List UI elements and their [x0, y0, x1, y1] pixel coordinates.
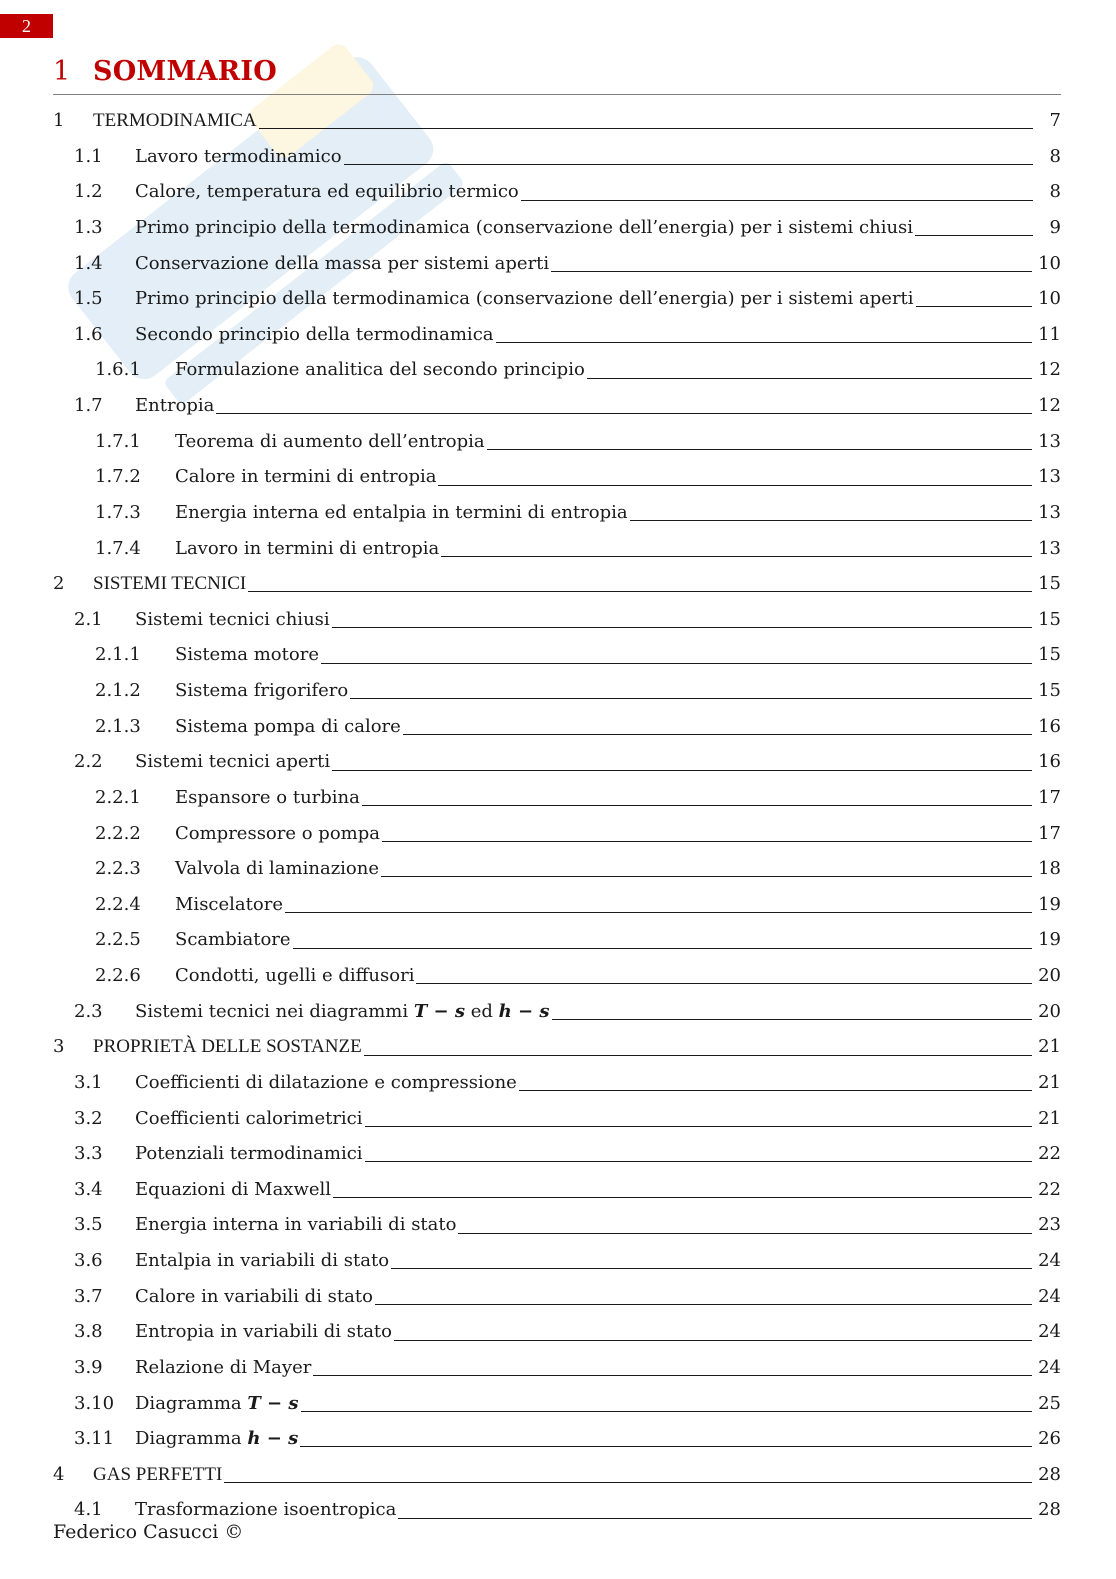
toc-entry-title-text: Coefficienti di dilatazione e compressione: [135, 1071, 517, 1093]
toc-leader-line: [519, 1090, 1032, 1091]
toc-entry-title: [135, 1243, 389, 1279]
toc-entry-title-text: TERMODINAMICA: [93, 110, 257, 131]
toc-entry-title-text: Sistema motore: [175, 644, 319, 666]
toc-leader-line: [551, 271, 1032, 272]
toc-entry-title-text: Potenziali termodinamici: [135, 1143, 363, 1165]
toc-entry[interactable]: [53, 174, 1061, 210]
toc-entry-page: 12: [1038, 359, 1061, 381]
toc-entry-number: 2.2.1: [95, 786, 141, 808]
toc-entry-title-text: Primo principio della termodinamica (conservazione dell’energia) per i sistemi aperti: [135, 288, 914, 310]
toc-leader-line: [496, 342, 1033, 343]
toc-entry-title: [135, 388, 214, 424]
toc-entry-title-text: Calore in variabili di stato: [135, 1285, 373, 1307]
toc-leader-line: [224, 1482, 1032, 1483]
page-number-badge: 2: [0, 14, 53, 38]
toc-entry-number: 2.2: [74, 751, 103, 773]
toc-entry[interactable]: [53, 1101, 1061, 1137]
toc-entry-page: 21: [1038, 1036, 1061, 1058]
toc-entry-page: 19: [1038, 893, 1061, 915]
toc-entry-page: 20: [1038, 965, 1061, 986]
toc-entry-number: 1.6.1: [95, 359, 141, 381]
toc-entry-title-text: Entropia: [135, 395, 215, 416]
toc-entry[interactable]: [53, 637, 1061, 673]
toc-entry[interactable]: [53, 887, 1061, 923]
toc-entry-title-text: Trasformazione isoentropica: [135, 1499, 397, 1521]
toc-leader-line: [438, 485, 1032, 486]
toc-entry[interactable]: [53, 352, 1061, 388]
toc-entry-title: [135, 1350, 311, 1386]
toc-leader-line: [398, 1518, 1032, 1519]
toc-entry-page: 24: [1038, 1321, 1061, 1343]
toc-leader-line: [416, 983, 1032, 984]
toc-entry[interactable]: [53, 602, 1061, 638]
toc-entry-title-text: SISTEMI TECNICI: [93, 573, 247, 595]
heading-number: 1: [53, 56, 71, 87]
toc-entry-title-text: Sistemi tecnici nei diagrammi: [135, 1000, 409, 1022]
toc-entry-title-text: Secondo principio della termodinamica: [135, 323, 494, 345]
toc-entry-title-text: Espansore o turbina: [175, 786, 360, 808]
toc-entry-page: 12: [1038, 395, 1061, 416]
toc-entry-title-text: Sistemi tecnici chiusi: [135, 608, 330, 630]
toc-entry[interactable]: [53, 424, 1061, 460]
toc-entry-title-text: Conservazione della massa per sistemi aperti: [135, 252, 550, 274]
toc-entry-title-text: Condotti, ugelli e diffusori: [175, 965, 415, 986]
toc-entry-number: 3.3: [74, 1143, 103, 1165]
toc-entry-page: 13: [1038, 537, 1061, 559]
toc-entry-page: 28: [1038, 1463, 1061, 1485]
toc-entry[interactable]: [53, 317, 1061, 353]
toc-entry-page: 10: [1038, 288, 1061, 310]
section-heading: [53, 50, 1061, 95]
toc-entry-page: 13: [1038, 501, 1061, 523]
toc-entry[interactable]: [53, 1029, 1061, 1065]
toc-entry-title: [175, 709, 401, 745]
toc-entry[interactable]: [53, 1314, 1061, 1350]
toc-entry[interactable]: [53, 566, 1061, 602]
toc-entry-page: 21: [1038, 1107, 1061, 1129]
toc-entry-title: [93, 1457, 222, 1493]
toc-entry-title: [175, 495, 628, 531]
toc-entry-title: [135, 1314, 392, 1350]
toc-entry-conjunction: ed: [470, 1000, 493, 1022]
toc-entry-title: [135, 994, 550, 1030]
toc-entry-number: 1.7: [74, 395, 103, 416]
toc-entry-page: 9: [1049, 216, 1061, 238]
toc-entry[interactable]: [53, 780, 1061, 816]
toc-entry-title-text: GAS PERFETTI: [93, 1463, 223, 1485]
toc-entry[interactable]: [53, 103, 1061, 139]
toc-entry-title-text: Equazioni di Maxwell: [135, 1178, 332, 1200]
toc-entry[interactable]: [53, 1207, 1061, 1243]
toc-entry-number: 3.10: [74, 1392, 115, 1414]
toc-leader-line: [350, 698, 1032, 699]
toc-entry-title: [135, 602, 330, 638]
toc-leader-line: [391, 1268, 1032, 1269]
toc-entry-number: 1.4: [74, 252, 103, 274]
toc-entry-number: 1: [53, 110, 65, 131]
toc-entry-title: [135, 210, 913, 246]
toc-entry[interactable]: [53, 851, 1061, 887]
toc-entry-title-text: Primo principio della termodinamica (conservazione dell’energia) per i sistemi chiusi: [135, 216, 914, 238]
toc-entry-number: 3: [53, 1036, 65, 1058]
toc-leader-line: [293, 948, 1033, 949]
toc-entry-number: 3.1: [74, 1071, 103, 1093]
toc-entry-title-text: Calore, temperatura ed equilibrio termico: [135, 181, 519, 203]
toc-entry-number: 4.1: [74, 1499, 103, 1521]
toc-entry-title: [175, 922, 291, 958]
toc-entry-page: 22: [1038, 1178, 1061, 1200]
toc-leader-line: [458, 1233, 1032, 1234]
toc-entry-title: [135, 174, 519, 210]
toc-entry[interactable]: [53, 1065, 1061, 1101]
toc-leader-line: [216, 413, 1032, 414]
toc-entry-number: 3.6: [74, 1250, 103, 1271]
toc-entry[interactable]: [53, 958, 1061, 994]
toc-entry-title: [135, 246, 549, 282]
toc-leader-line: [364, 1055, 1032, 1056]
toc-entry-page: 18: [1038, 858, 1061, 880]
toc-entry-title: [175, 816, 380, 852]
toc-entry-title: [135, 281, 914, 317]
toc-entry-title: [175, 637, 319, 673]
toc-entry-title: [135, 1172, 331, 1208]
toc-entry-title-text: Lavoro in termini di entropia: [175, 537, 440, 559]
toc-entry-number: 2: [53, 573, 65, 595]
toc-entry-title-text: Scambiatore: [175, 929, 291, 951]
toc-entry-page: 20: [1038, 1000, 1061, 1022]
toc-leader-line: [301, 1411, 1033, 1412]
toc-entry-number: 3.4: [74, 1178, 103, 1200]
toc-entry[interactable]: [53, 994, 1061, 1030]
toc-entry-page: 13: [1038, 466, 1061, 488]
toc-entry-title: [93, 103, 257, 139]
toc-entry[interactable]: [53, 1350, 1061, 1386]
toc-entry-page: 16: [1038, 715, 1061, 737]
toc-entry-number: 3.7: [74, 1285, 103, 1307]
toc-leader-line: [285, 912, 1032, 913]
footer-author: Federico Casucci ©: [53, 1521, 244, 1543]
toc-entry[interactable]: [53, 1136, 1061, 1172]
toc-entry-title: [175, 958, 414, 994]
toc-entry-page: 8: [1049, 145, 1061, 167]
toc-entry-page: 13: [1038, 430, 1061, 452]
toc-entry-page: 17: [1038, 786, 1061, 808]
toc-entry-page: 22: [1038, 1143, 1061, 1165]
toc-entry[interactable]: [53, 673, 1061, 709]
toc-leader-line: [313, 1375, 1032, 1376]
toc-entry[interactable]: [53, 744, 1061, 780]
toc-entry-title: [175, 673, 348, 709]
toc-leader-line: [248, 591, 1032, 592]
toc-entry-title: [93, 566, 246, 602]
toc-entry-title: [135, 1386, 299, 1422]
toc-entry-number: 4: [53, 1463, 65, 1485]
toc-entry-page: 15: [1038, 573, 1061, 595]
toc-entry-page: 23: [1038, 1214, 1061, 1236]
toc-entry-page: 26: [1038, 1428, 1061, 1450]
toc-entry-title: [175, 352, 585, 388]
toc-entry-number: 1.7.3: [95, 501, 141, 523]
toc-leader-line: [587, 378, 1032, 379]
toc-leader-line: [521, 200, 1033, 201]
toc-entry-title: [175, 780, 360, 816]
toc-entry-title: [93, 1029, 362, 1065]
toc-entry-number: 2.1.3: [95, 715, 141, 737]
toc-leader-line: [259, 128, 1033, 129]
toc-entry-title: [175, 851, 379, 887]
toc-entry[interactable]: [53, 531, 1061, 567]
toc-entry-title-text: Relazione di Mayer: [135, 1356, 312, 1378]
toc-leader-line: [365, 1126, 1033, 1127]
toc-entry-title-text: Coefficienti calorimetrici: [135, 1107, 363, 1129]
toc-entry-page: 15: [1038, 644, 1061, 666]
toc-entry[interactable]: [53, 281, 1061, 317]
toc-entry-title: [135, 1421, 298, 1457]
toc-entry-title-text: Lavoro termodinamico: [135, 145, 342, 167]
toc-leader-line: [332, 770, 1032, 771]
toc-leader-line: [365, 1161, 1033, 1162]
toc-entry-title-text: Entropia in variabili di stato: [135, 1321, 392, 1343]
toc-entry-title: [135, 1101, 363, 1137]
toc-entry-page: 25: [1038, 1392, 1061, 1414]
toc-entry[interactable]: [53, 1172, 1061, 1208]
toc-entry[interactable]: [53, 1279, 1061, 1315]
toc-entry-title: [135, 1065, 517, 1101]
toc-entry[interactable]: [53, 709, 1061, 745]
toc-entry-page: 17: [1038, 822, 1061, 844]
toc-entry[interactable]: [53, 1457, 1061, 1493]
toc-entry-title-text: Teorema di aumento dell’entropia: [175, 430, 485, 452]
toc-entry-title-text: Energia interna in variabili di stato: [135, 1214, 457, 1236]
toc-entry-title: [135, 1207, 456, 1243]
toc-entry-number: 2.2.3: [95, 858, 141, 880]
toc-entry-number: 2.2.5: [95, 929, 141, 951]
toc-entry-title: [175, 459, 436, 495]
toc-leader-line: [630, 520, 1033, 521]
toc-entry[interactable]: [53, 816, 1061, 852]
table-of-contents: [53, 103, 1061, 1528]
toc-entry-page: 11: [1038, 323, 1061, 345]
toc-leader-line: [403, 734, 1032, 735]
toc-entry[interactable]: [53, 210, 1061, 246]
toc-entry[interactable]: [53, 139, 1061, 175]
toc-entry-title: [175, 887, 283, 923]
toc-leader-line: [332, 627, 1032, 628]
toc-entry-number: 1.1: [74, 145, 103, 167]
toc-entry-page: 15: [1038, 680, 1061, 701]
toc-entry-title-text: Compressore o pompa: [175, 822, 380, 844]
toc-leader-line: [300, 1446, 1032, 1447]
toc-entry[interactable]: [53, 1243, 1061, 1279]
toc-entry-page: 16: [1038, 751, 1061, 773]
toc-leader-line: [321, 663, 1032, 664]
toc-entry-number: 3.11: [74, 1428, 115, 1450]
toc-entry-page: 8: [1049, 181, 1061, 203]
toc-entry[interactable]: [53, 1421, 1061, 1457]
toc-entry-math: T − s: [413, 1000, 466, 1022]
toc-entry-page: 24: [1038, 1285, 1061, 1307]
toc-entry-number: 1.2: [74, 181, 103, 203]
toc-leader-line: [915, 235, 1033, 236]
toc-leader-line: [344, 164, 1033, 165]
toc-entry-number: 1.6: [74, 323, 103, 345]
toc-leader-line: [916, 306, 1033, 307]
toc-leader-line: [375, 1304, 1032, 1305]
toc-entry-number: 1.7.2: [95, 466, 141, 488]
toc-entry-number: 1.7.1: [95, 430, 141, 452]
toc-entry[interactable]: [53, 459, 1061, 495]
toc-leader-line: [552, 1019, 1033, 1020]
toc-leader-line: [441, 556, 1032, 557]
toc-entry-math: h − s: [498, 1000, 550, 1022]
toc-entry-title-text: Sistemi tecnici aperti: [135, 751, 331, 773]
toc-entry-title-text: Valvola di laminazione: [175, 858, 380, 880]
toc-leader-line: [381, 876, 1032, 877]
toc-leader-line: [487, 449, 1032, 450]
toc-entry-number: 2.2.6: [95, 965, 141, 986]
toc-entry-number: 3.9: [74, 1356, 103, 1378]
toc-entry-title-text: Miscelatore: [175, 893, 283, 915]
toc-entry-title: [135, 317, 494, 353]
toc-entry-title-text: Diagramma: [135, 1428, 242, 1450]
toc-entry-title-text: Sistema pompa di calore: [175, 715, 401, 737]
toc-entry-number: 2.2.4: [95, 893, 141, 915]
toc-entry[interactable]: [53, 388, 1061, 424]
toc-entry[interactable]: [53, 495, 1061, 531]
toc-entry-number: 2.1.2: [95, 680, 141, 701]
toc-entry-title-text: Energia interna ed entalpia in termini di entropia: [175, 501, 628, 523]
toc-entry[interactable]: [53, 1386, 1061, 1422]
toc-entry-number: 2.1: [74, 608, 103, 630]
toc-entry-number: 3.5: [74, 1214, 103, 1236]
toc-entry-title-text: Sistema frigorifero: [175, 680, 349, 701]
toc-entry-number: 3.8: [74, 1321, 103, 1343]
toc-entry-title-text: PROPRIETÀ DELLE SOSTANZE: [93, 1036, 362, 1058]
toc-entry-number: 2.2.2: [95, 822, 141, 844]
toc-entry-math: T − s: [247, 1392, 299, 1414]
toc-leader-line: [394, 1340, 1032, 1341]
toc-entry-page: 15: [1038, 608, 1061, 630]
toc-leader-line: [333, 1197, 1032, 1198]
toc-entry[interactable]: [53, 922, 1061, 958]
toc-entry-title-text: Calore in termini di entropia: [175, 466, 437, 488]
toc-leader-line: [362, 805, 1032, 806]
toc-entry-page: 7: [1049, 110, 1061, 131]
toc-entry-number: 1.5: [74, 288, 103, 310]
toc-entry-title-text: Entalpia in variabili di stato: [135, 1250, 390, 1271]
toc-entry-title-text: Diagramma: [135, 1392, 242, 1414]
toc-entry-title: [175, 531, 439, 567]
toc-entry-math: h − s: [247, 1428, 299, 1450]
toc-entry-title: [175, 424, 485, 460]
toc-leader-line: [382, 841, 1032, 842]
toc-entry-title: [135, 1279, 373, 1315]
toc-entry-title-text: Formulazione analitica del secondo principio: [175, 359, 585, 381]
toc-entry-title: [135, 744, 330, 780]
toc-entry-title: [135, 139, 342, 175]
toc-entry-number: 1.3: [74, 216, 103, 238]
toc-entry-page: 24: [1038, 1356, 1061, 1378]
toc-entry-page: 10: [1038, 252, 1061, 274]
toc-entry-number: 3.2: [74, 1107, 103, 1129]
toc-entry-page: 28: [1038, 1499, 1061, 1521]
toc-entry-page: 24: [1038, 1250, 1061, 1271]
toc-entry-number: 2.1.1: [95, 644, 141, 666]
toc-entry-page: 19: [1038, 929, 1061, 951]
heading-title: SOMMARIO: [93, 56, 277, 87]
toc-entry[interactable]: [53, 246, 1061, 282]
toc-entry-number: 2.3: [74, 1000, 103, 1022]
toc-entry-title: [135, 1136, 363, 1172]
toc-entry-page: 21: [1038, 1071, 1061, 1093]
toc-entry-number: 1.7.4: [95, 537, 141, 559]
